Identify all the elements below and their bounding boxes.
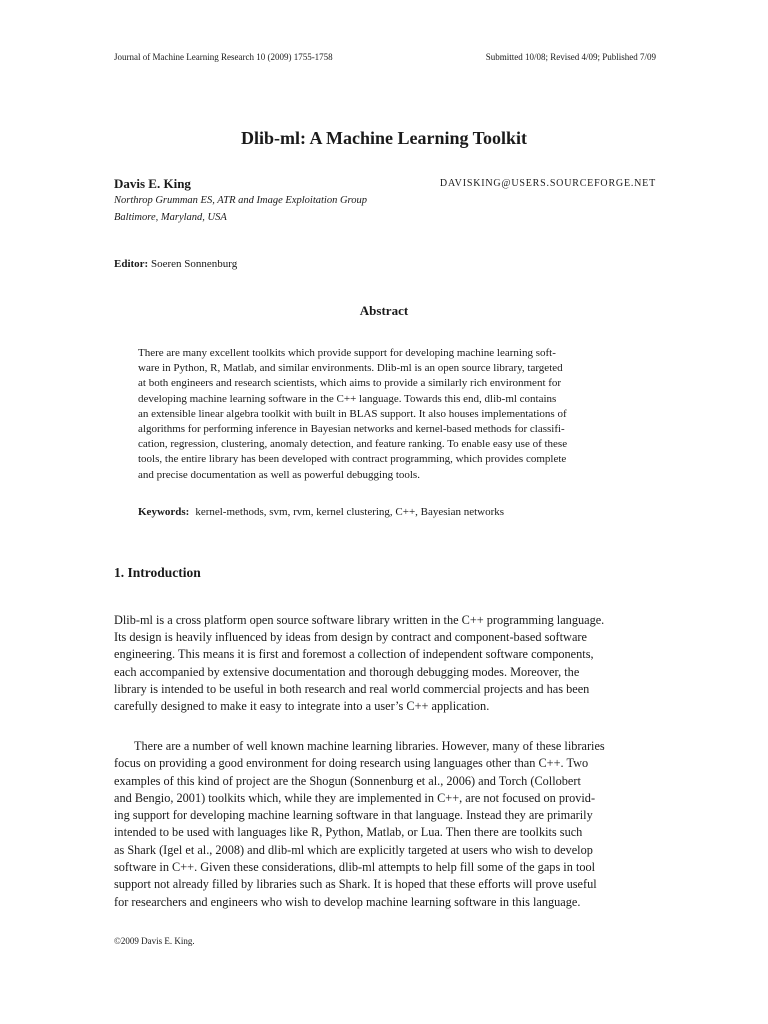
paragraph-line: focus on providing a good environment for doing research using languages other than C++. Two xyxy=(114,756,589,771)
editor-name: Soeren Sonnenburg xyxy=(150,258,238,270)
author-email: DAVISKING@USERS.SOURCEFORGE.NET xyxy=(439,178,656,189)
abstract-line: developing machine learning software in the C++ language. Towards this end, dlib-ml contains xyxy=(138,392,557,405)
abstract-line: There are many excellent toolkits which provide support for developing machine learning soft- xyxy=(138,347,556,359)
paragraph-line: each accompanied by extensive documentation and thorough debugging modes. Moreover, the xyxy=(114,664,580,679)
paragraph-line: engineering. This means it is first and foremost a collection of independent software components, xyxy=(114,647,594,662)
editor-label: Editor: xyxy=(114,258,149,270)
paragraph-line: carefully designed to make it easy to integrate into a user’s C++ application. xyxy=(114,699,490,714)
paragraph-line: software in C++. Given these considerations, dlib-ml attempts to help fill some of the gaps in tool xyxy=(114,860,596,875)
journal-header: Journal of Machine Learning Research 10 (2009) 1755-1758 xyxy=(114,52,333,62)
keywords-label: Keywords: xyxy=(138,506,190,518)
abstract-body xyxy=(138,346,632,483)
section-heading: 1. Introduction xyxy=(114,565,201,580)
paragraph-line: as Shark (Igel et al., 2008) and dlib-ml which are explicitly targeted at users who wish to develop xyxy=(114,842,593,857)
copyright-footer: ©2009 Davis E. King. xyxy=(114,936,195,946)
paragraph-line: Its design is heavily influenced by ideas from design by contract and component-based software xyxy=(114,630,587,645)
paragraph-line: Dlib-ml is a cross platform open source software library written in the C++ programming language. xyxy=(114,613,605,627)
author-affiliation: Northrop Grumman ES, ATR and Image Exploitation Group xyxy=(114,195,367,206)
keywords-line xyxy=(138,506,504,518)
keywords-text: kernel-methods, svm, rvm, kernel clustering, C++, Bayesian networks xyxy=(195,506,505,518)
abstract-line: tools, the entire library has been developed with contract programming, which provides complete xyxy=(138,453,567,466)
abstract-line: at both engineers and research scientists, which aims to provide a similarly rich environment for xyxy=(138,377,562,390)
abstract-line: cation, regression, clustering, anomaly detection, and feature ranking. To enable easy use of these xyxy=(138,438,568,451)
editor-line xyxy=(114,258,237,270)
author-location: Baltimore, Maryland, USA xyxy=(114,212,227,223)
paragraph-line: support not already filled by libraries such as Shark. It is hoped that these efforts will prove useful xyxy=(114,877,597,892)
abstract-line: algorithms for performing inference in Bayesian networks and kernel-based methods for classifi- xyxy=(138,423,565,436)
paragraph-line: and Bengio, 2001) toolkits which, while they are implemented in C++, are not focused on provid- xyxy=(114,790,596,805)
paragraph-line: library is intended to be useful in both research and real world commercial projects and has been xyxy=(114,681,590,696)
paragraph-line: There are a number of well known machine learning libraries. However, many of these libraries xyxy=(134,739,605,753)
abstract-line: ware in Python, R, Matlab, and similar environments. Dlib-ml is an open source library, targeted xyxy=(138,362,563,375)
author-name: Davis E. King xyxy=(114,176,191,191)
paragraph-line: for researchers and engineers who wish to develop machine learning software in this language. xyxy=(114,894,581,909)
abstract-line: and precise documentation as well as powerful debugging tools. xyxy=(138,468,420,481)
paragraph-line: ing support for developing machine learning software in that language. Instead they are primarily xyxy=(114,808,593,823)
paper-title: Dlib-ml: A Machine Learning Toolkit xyxy=(240,128,528,148)
intro-paragraph-1 xyxy=(114,612,656,715)
intro-paragraph-2 xyxy=(114,738,656,911)
paragraph-line: intended to be used with languages like R, Python, Matlab, or Lua. Then there are toolkits such xyxy=(114,825,583,840)
abstract-heading: Abstract xyxy=(359,303,409,318)
submission-dates: Submitted 10/08; Revised 4/09; Published 7/09 xyxy=(485,52,656,62)
abstract-line: an extensible linear algebra toolkit with built in BLAS support. It also houses implementations of xyxy=(138,407,567,420)
paragraph-line: examples of this kind of project are the Shogun (Sonnenburg et al., 2006) and Torch (Collobert xyxy=(114,773,581,788)
